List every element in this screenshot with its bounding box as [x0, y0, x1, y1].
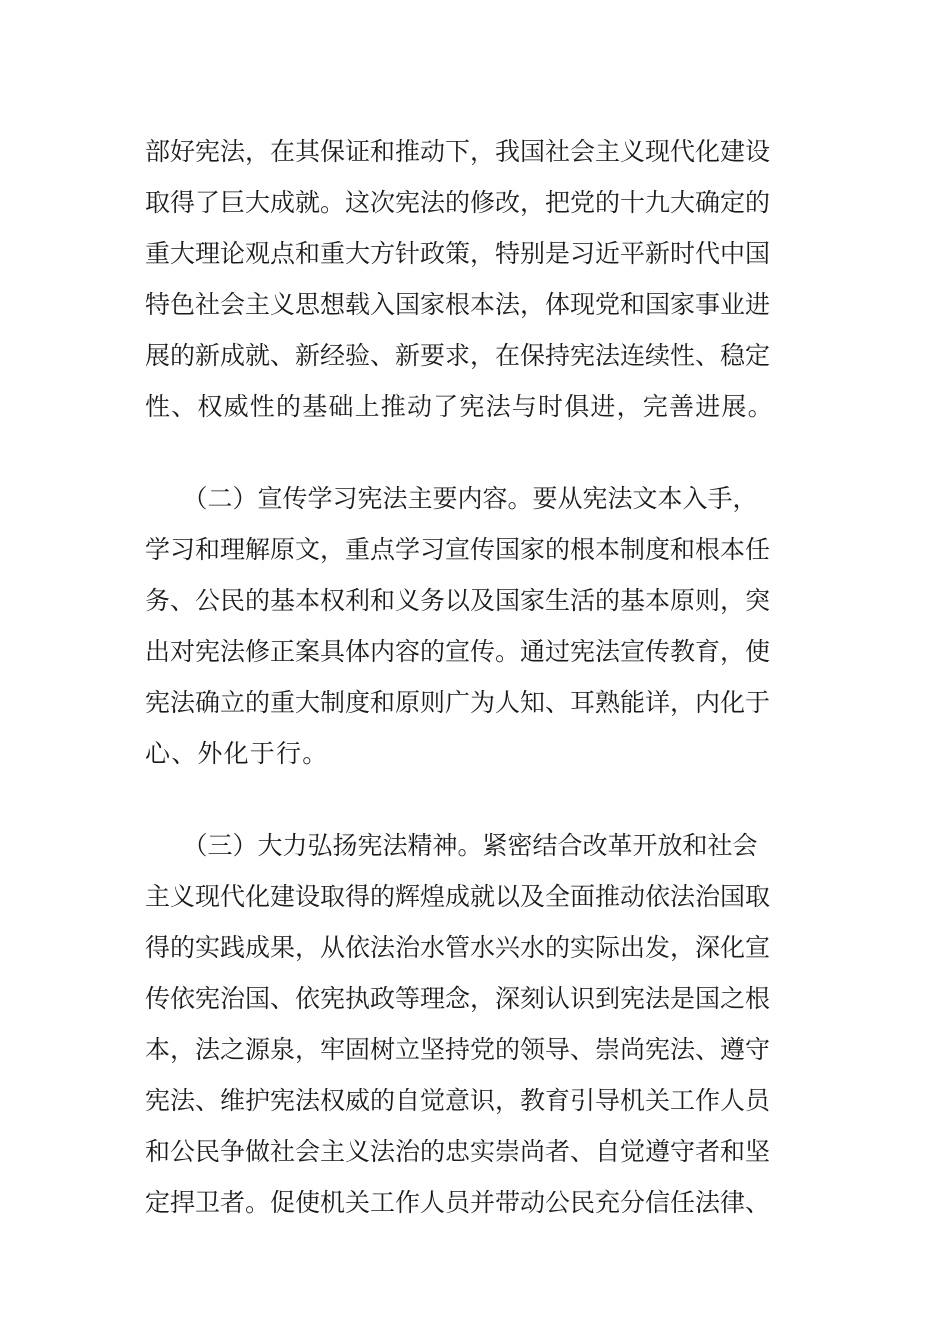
- paragraph-line: 务、公民的基本权利和义务以及国家生活的基本原则，突: [145, 586, 771, 615]
- paragraph-line: 展的新成就、新经验、新要求，在保持宪法连续性、稳定: [145, 341, 771, 370]
- paragraph-line: 性、权威性的基础上推动了宪法与时俱进，完善进展。: [145, 392, 774, 421]
- paragraph-line: 主义现代化建设取得的辉煌成就以及全面推动依法治国取: [145, 882, 771, 911]
- paragraph-line: 和公民争做社会主义法治的忠实崇尚者、自觉遵守者和坚: [145, 1137, 771, 1166]
- paragraph-line: 取得了巨大成就。这次宪法的修改，把党的十九大确定的: [145, 188, 771, 217]
- paragraph-line: 宪法、维护宪法权威的自觉意识，教育引导机关工作人员: [145, 1086, 771, 1115]
- paragraph-line: 心、外化于行。: [145, 739, 329, 768]
- paragraph-section-two: [145, 473, 810, 779]
- paragraph-line: 出对宪法修正案具体内容的宣传。通过宪法宣传教育，使: [145, 637, 771, 666]
- paragraph-constitution-amendment: [145, 126, 810, 432]
- paragraph-line: 本，法之源泉，牢固树立坚持党的领导、崇尚宪法、遵守: [145, 1035, 771, 1064]
- paragraph-line: 部好宪法，在其保证和推动下，我国社会主义现代化建设: [145, 137, 771, 166]
- paragraph-line: （二）宣传学习宪法主要内容。要从宪法文本入手，: [145, 484, 758, 513]
- paragraph-line: 宪法确立的重大制度和原则广为人知、耳熟能详，内化于: [145, 688, 771, 717]
- paragraph-line: 重大理论观点和重大方针政策，特别是习近平新时代中国: [145, 239, 771, 268]
- paragraph-section-three: [145, 820, 810, 1228]
- paragraph-line: 学习和理解原文，重点学习宣传国家的根本制度和根本任: [145, 535, 771, 564]
- paragraph-line: 定捍卫者。促使机关工作人员并带动公民充分信任法律、: [145, 1188, 771, 1217]
- paragraph-line: 得的实践成果，从依法治水管水兴水的实际出发，深化宣: [145, 933, 771, 962]
- paragraph-line: 传依宪治国、依宪执政等理念，深刻认识到宪法是国之根: [145, 984, 771, 1013]
- paragraph-line: 特色社会主义思想载入国家根本法，体现党和国家事业进: [145, 290, 771, 319]
- paragraph-line: （三）大力弘扬宪法精神。紧密结合改革开放和社会: [145, 831, 758, 860]
